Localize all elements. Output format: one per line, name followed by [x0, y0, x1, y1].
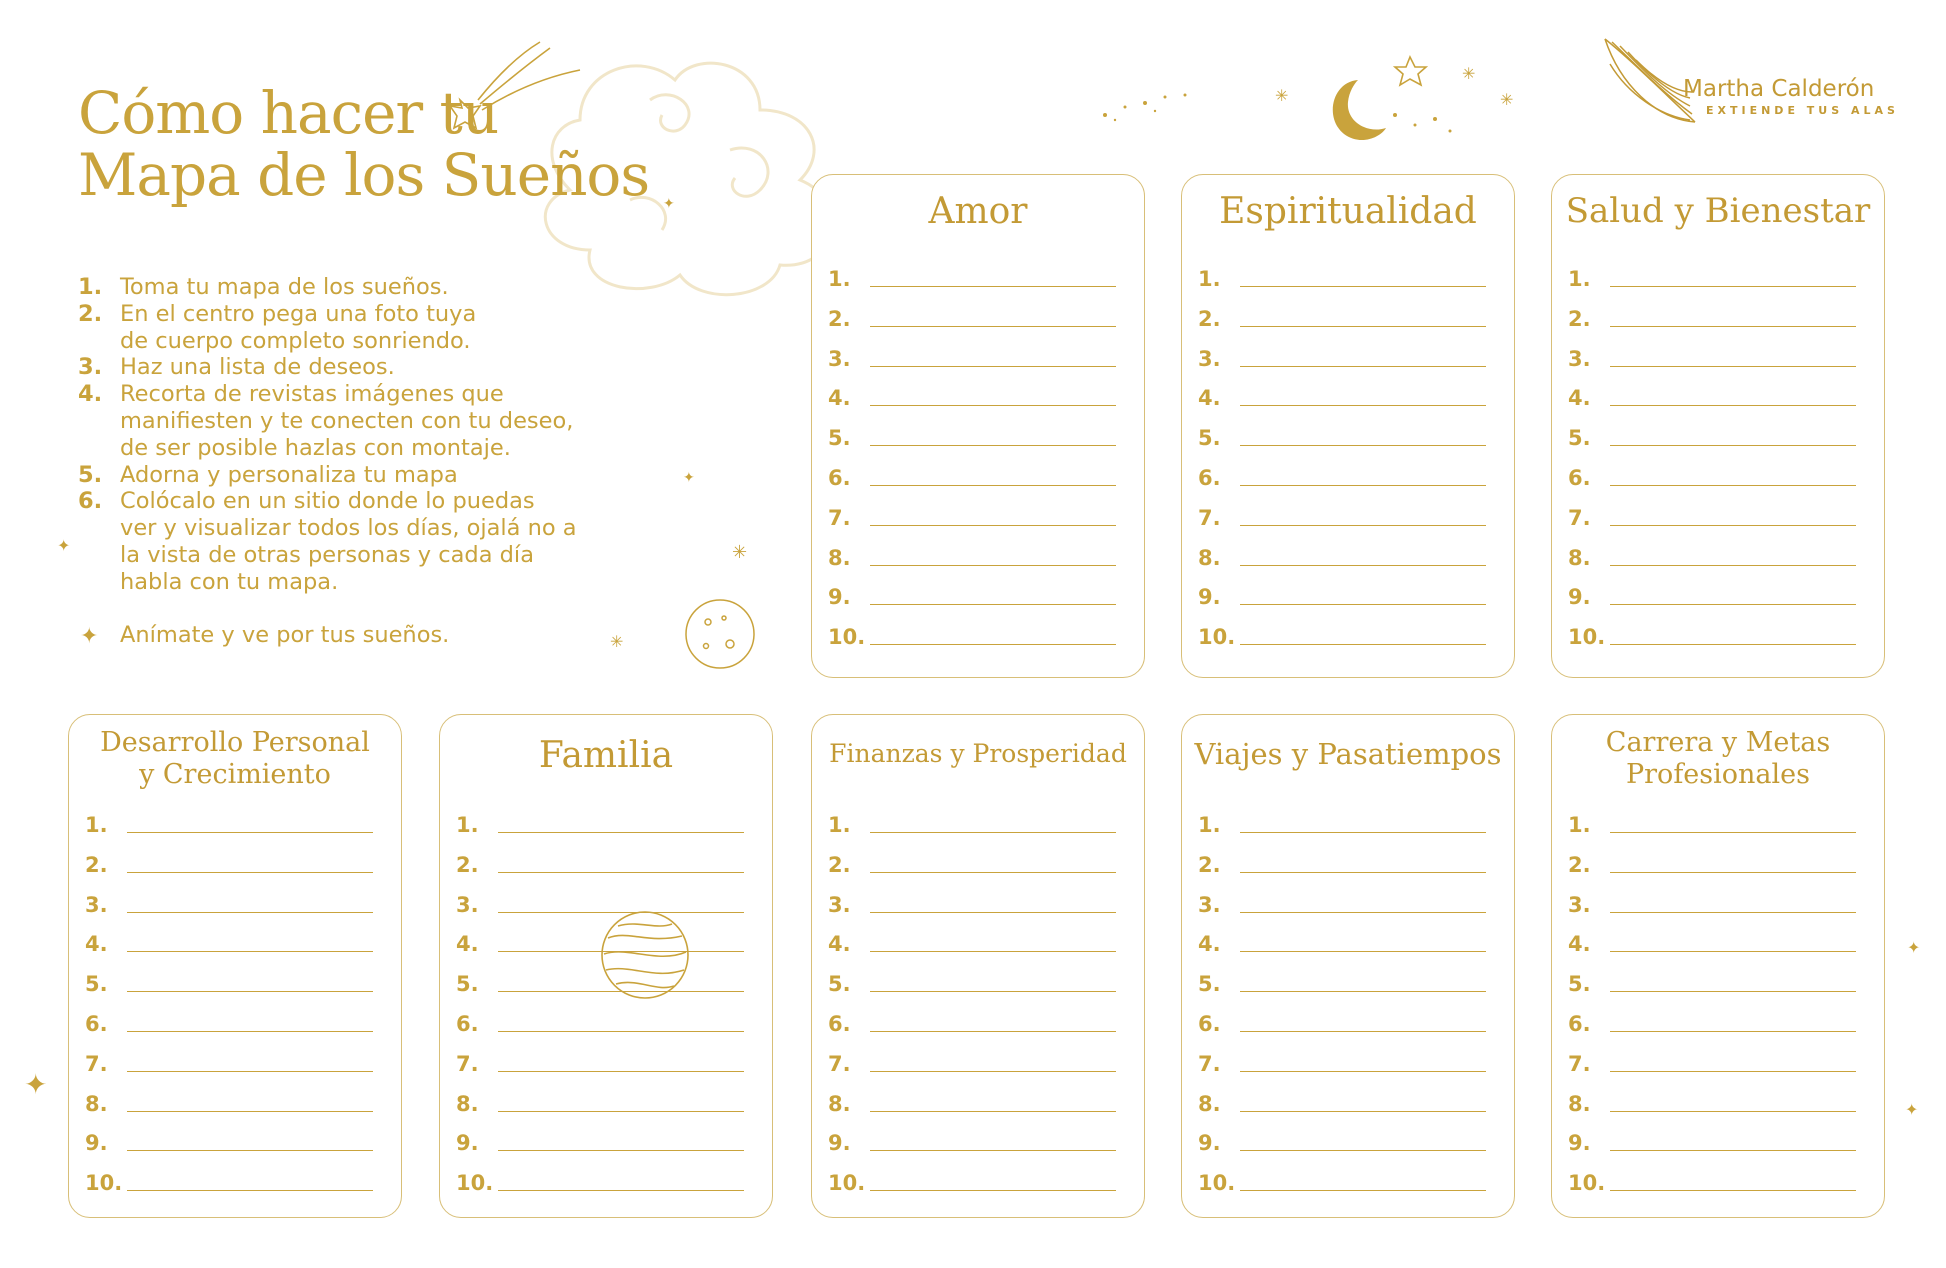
entry-line[interactable]: [1568, 341, 1856, 371]
write-line[interactable]: [1240, 991, 1486, 992]
line-number: 7.: [1568, 1051, 1591, 1076]
entry-line[interactable]: [828, 1165, 1116, 1195]
category-card-salud: [1551, 174, 1885, 678]
closing-text: Anímate y ve por tus sueños.: [120, 622, 450, 648]
entry-line[interactable]: [1198, 966, 1486, 996]
entry-line[interactable]: [1568, 301, 1856, 331]
entry-line[interactable]: [1198, 380, 1486, 410]
line-number: 3.: [828, 892, 851, 917]
instruction-item: 3. Haz una lista de deseos.: [78, 354, 395, 381]
write-line[interactable]: [870, 565, 1116, 566]
write-line[interactable]: [1240, 445, 1486, 446]
entry-line[interactable]: [85, 926, 373, 956]
line-number: 6.: [1198, 466, 1221, 490]
write-line[interactable]: [127, 1150, 373, 1151]
write-line[interactable]: [1610, 991, 1856, 992]
instruction-item: 1. Toma tu mapa de los sueños.: [78, 274, 449, 300]
entry-line[interactable]: [1568, 579, 1856, 609]
entry-line[interactable]: [828, 1006, 1116, 1036]
category-card-amor: [811, 174, 1145, 678]
sparkle-icon: ✦: [1905, 1100, 1919, 1119]
entry-line[interactable]: [1568, 1165, 1856, 1195]
write-line[interactable]: [1240, 525, 1486, 526]
entry-line[interactable]: [1568, 619, 1856, 649]
line-number: 8.: [85, 1091, 108, 1116]
entry-line[interactable]: [828, 500, 1116, 530]
line-number: 7.: [1198, 1051, 1221, 1076]
line-number: 4.: [1568, 386, 1591, 411]
page-title: [78, 79, 650, 209]
entry-line[interactable]: [828, 807, 1116, 837]
write-line[interactable]: [1240, 644, 1486, 645]
entry-line[interactable]: [828, 847, 1116, 877]
line-number: 3.: [1568, 892, 1591, 917]
write-line[interactable]: [870, 951, 1116, 952]
entry-line[interactable]: [1198, 261, 1486, 291]
entry-line[interactable]: [1568, 460, 1856, 490]
instruction-item: 6. Colócalo en un sitio donde lo puedas ver y visualizar todos los días, ojalá no a la vista de otras personas y cada día habla con tu mapa.: [78, 488, 577, 595]
write-line[interactable]: [1240, 951, 1486, 952]
entry-line[interactable]: [1568, 380, 1856, 410]
line-number: 8.: [1568, 1091, 1591, 1116]
entry-line[interactable]: [1198, 579, 1486, 609]
entry-line[interactable]: [1568, 807, 1856, 837]
line-number: 6.: [1568, 1012, 1591, 1036]
entry-line[interactable]: [1198, 887, 1486, 917]
write-line[interactable]: [870, 445, 1116, 446]
entry-line[interactable]: [828, 540, 1116, 570]
card-title: Familia: [538, 735, 674, 776]
entry-line[interactable]: [1198, 619, 1486, 649]
write-line[interactable]: [1240, 872, 1486, 873]
write-line[interactable]: [1240, 1150, 1486, 1151]
entry-line[interactable]: [1198, 540, 1486, 570]
entry-line[interactable]: [1198, 341, 1486, 371]
line-number: 3.: [1198, 346, 1221, 371]
entry-line[interactable]: [85, 1046, 373, 1076]
write-line[interactable]: [1610, 1111, 1856, 1112]
line-number: 10.: [1568, 1171, 1606, 1196]
entry-line[interactable]: [1198, 1165, 1486, 1195]
sparkle-icon: ✦: [57, 536, 71, 555]
entry-line[interactable]: [1198, 1125, 1486, 1155]
line-number: 8.: [1198, 1091, 1221, 1116]
line-number: 2.: [828, 306, 851, 331]
line-number: 5.: [1568, 426, 1591, 451]
line-number: 4.: [1198, 386, 1221, 411]
write-line[interactable]: [127, 1111, 373, 1112]
entry-line[interactable]: [828, 420, 1116, 450]
write-line[interactable]: [127, 1071, 373, 1072]
line-number: 7.: [828, 1051, 851, 1076]
line-number: 8.: [828, 545, 851, 570]
write-line[interactable]: [1240, 326, 1486, 327]
line-number: 3.: [456, 892, 479, 917]
entry-line[interactable]: [1568, 1125, 1856, 1155]
write-line[interactable]: [1240, 604, 1486, 605]
line-number: 3.: [1198, 892, 1221, 917]
sparkle-icon: ✦: [663, 196, 675, 212]
write-line[interactable]: [127, 912, 373, 913]
write-line[interactable]: [1610, 286, 1856, 287]
line-number: 7.: [828, 505, 851, 530]
write-line[interactable]: [870, 1111, 1116, 1112]
line-number: 5.: [1198, 426, 1221, 451]
card-title: Viajes y Pasatiempos: [1194, 737, 1502, 771]
sparkle-icon: ✦: [683, 470, 695, 486]
write-line[interactable]: [1610, 1031, 1856, 1032]
entry-line[interactable]: [1568, 926, 1856, 956]
line-number: 7.: [456, 1051, 479, 1076]
line-number: 7.: [1198, 505, 1221, 530]
write-line[interactable]: [1240, 1071, 1486, 1072]
write-line[interactable]: [870, 286, 1116, 287]
line-number: 6.: [828, 1012, 851, 1036]
line-number: 8.: [1568, 545, 1591, 570]
write-line[interactable]: [870, 405, 1116, 406]
line-number: 8.: [456, 1091, 479, 1116]
write-line[interactable]: [127, 991, 373, 992]
write-line[interactable]: [870, 644, 1116, 645]
write-line[interactable]: [1610, 525, 1856, 526]
entry-line[interactable]: [85, 1125, 373, 1155]
entry-line[interactable]: [1198, 807, 1486, 837]
line-number: 9.: [456, 1131, 479, 1156]
line-number: 6.: [1198, 1012, 1221, 1036]
line-number: 1.: [85, 813, 108, 837]
line-number: 5.: [828, 972, 851, 997]
entry-line[interactable]: [1568, 1046, 1856, 1076]
sparkle-icon: ✦: [80, 624, 99, 649]
line-number: 9.: [1198, 1131, 1221, 1156]
write-line[interactable]: [498, 832, 744, 833]
write-line[interactable]: [1240, 1190, 1486, 1191]
write-line[interactable]: [1240, 485, 1486, 486]
sparkle-icon: ✳: [1275, 86, 1289, 105]
card-title: Desarrollo Personal y Crecimiento: [100, 727, 370, 790]
entry-line[interactable]: [1198, 420, 1486, 450]
category-card-espiritualidad: [1181, 174, 1515, 678]
entry-line[interactable]: [456, 1125, 744, 1155]
write-line[interactable]: [498, 1190, 744, 1191]
line-number: 3.: [828, 346, 851, 371]
write-line[interactable]: [1240, 405, 1486, 406]
entry-line[interactable]: [828, 1125, 1116, 1155]
instruction-item: 5. Adorna y personaliza tu mapa: [78, 461, 458, 488]
line-number: 1.: [1568, 267, 1591, 291]
write-line[interactable]: [1610, 565, 1856, 566]
write-line[interactable]: [498, 1111, 744, 1112]
write-line[interactable]: [870, 604, 1116, 605]
line-number: 9.: [1568, 585, 1591, 610]
line-number: 4.: [828, 386, 851, 411]
card-title: Finanzas y Prosperidad: [829, 739, 1127, 768]
write-line[interactable]: [1610, 1190, 1856, 1191]
entry-line[interactable]: [828, 460, 1116, 490]
line-number: 10.: [85, 1171, 123, 1196]
entry-line[interactable]: [1198, 460, 1486, 490]
card-title: Carrera y Metas Profesionales: [1605, 727, 1831, 790]
line-number: 10.: [1198, 1171, 1236, 1196]
write-line[interactable]: [870, 366, 1116, 367]
write-line[interactable]: [1610, 872, 1856, 873]
card-title: Salud y Bienestar: [1565, 191, 1871, 231]
write-line[interactable]: [1610, 326, 1856, 327]
category-card-viajes: [1181, 714, 1515, 1218]
entry-line[interactable]: [828, 380, 1116, 410]
write-line[interactable]: [127, 1190, 373, 1191]
entry-line[interactable]: [456, 1046, 744, 1076]
write-line[interactable]: [1240, 1111, 1486, 1112]
brand-tagline: EXTIENDE TUS ALAS: [1706, 104, 1899, 117]
line-number: 9.: [1198, 585, 1221, 610]
write-line[interactable]: [1610, 832, 1856, 833]
brand-name: Martha Calderón: [1683, 76, 1875, 102]
entry-line[interactable]: [1568, 500, 1856, 530]
line-number: 1.: [1568, 813, 1591, 837]
line-number: 9.: [1568, 1131, 1591, 1156]
write-line[interactable]: [870, 326, 1116, 327]
line-number: 2.: [1568, 306, 1591, 331]
write-line[interactable]: [870, 1150, 1116, 1151]
entry-line[interactable]: [828, 887, 1116, 917]
instructions-list: [78, 274, 638, 596]
write-line[interactable]: [1610, 405, 1856, 406]
entry-line[interactable]: [456, 1165, 744, 1195]
planet-icon: [598, 908, 692, 1002]
write-line[interactable]: [1610, 1071, 1856, 1072]
entry-line[interactable]: [85, 807, 373, 837]
line-number: 4.: [1568, 932, 1591, 957]
line-number: 4.: [828, 932, 851, 957]
line-number: 6.: [828, 466, 851, 490]
line-number: 8.: [828, 1091, 851, 1116]
entry-line[interactable]: [1568, 847, 1856, 877]
entry-line[interactable]: [85, 847, 373, 877]
write-line[interactable]: [1240, 832, 1486, 833]
line-number: 8.: [1198, 545, 1221, 570]
line-number: 2.: [1198, 306, 1221, 331]
sparkle-icon: ✳: [1462, 64, 1476, 83]
entry-line[interactable]: [85, 1086, 373, 1116]
line-number: 10.: [456, 1171, 494, 1196]
write-line[interactable]: [1610, 366, 1856, 367]
line-number: 2.: [1198, 852, 1221, 877]
write-line[interactable]: [870, 485, 1116, 486]
entry-line[interactable]: [828, 966, 1116, 996]
category-card-carrera: [1551, 714, 1885, 1218]
entry-line[interactable]: [1198, 301, 1486, 331]
write-line[interactable]: [1240, 366, 1486, 367]
entry-line[interactable]: [1198, 926, 1486, 956]
entry-line[interactable]: [1568, 887, 1856, 917]
entry-line[interactable]: [828, 1086, 1116, 1116]
line-number: 5.: [1568, 972, 1591, 997]
entry-line[interactable]: [85, 1006, 373, 1036]
title-line-1: Cómo hacer tu: [78, 79, 499, 147]
instruction-item: 4. Recorta de revistas imágenes que manifiesten y te conecten con tu deseo, de ser posible hazlas con montaje.: [78, 381, 574, 461]
entry-line[interactable]: [456, 807, 744, 837]
write-line[interactable]: [1240, 565, 1486, 566]
line-number: 1.: [828, 813, 851, 837]
write-line[interactable]: [1240, 1031, 1486, 1032]
line-number: 3.: [1568, 346, 1591, 371]
write-line[interactable]: [1240, 912, 1486, 913]
sparkle-icon: ✳: [610, 632, 624, 651]
entry-line[interactable]: [1568, 261, 1856, 291]
entry-line[interactable]: [1198, 1006, 1486, 1036]
moon-planet-icon: [680, 594, 760, 674]
write-line[interactable]: [870, 872, 1116, 873]
line-number: 3.: [85, 892, 108, 917]
line-number: 5.: [828, 426, 851, 451]
line-number: 2.: [456, 852, 479, 877]
entry-line[interactable]: [456, 847, 744, 877]
entry-line[interactable]: [1568, 1006, 1856, 1036]
sparkle-trail-icon: [1095, 45, 1525, 135]
line-number: 10.: [1198, 625, 1236, 650]
title-line-2: Mapa de los Sueños: [78, 141, 650, 209]
line-number: 1.: [828, 267, 851, 291]
entry-line[interactable]: [828, 341, 1116, 371]
line-number: 9.: [828, 1131, 851, 1156]
category-card-finanzas: [811, 714, 1145, 1218]
entry-line[interactable]: [1568, 540, 1856, 570]
write-line[interactable]: [1240, 286, 1486, 287]
line-number: 9.: [828, 585, 851, 610]
write-line[interactable]: [498, 1031, 744, 1032]
write-line[interactable]: [870, 1190, 1116, 1191]
entry-line[interactable]: [828, 1046, 1116, 1076]
entry-line[interactable]: [85, 966, 373, 996]
entry-line[interactable]: [828, 926, 1116, 956]
entry-line[interactable]: [456, 1006, 744, 1036]
line-number: 4.: [85, 932, 108, 957]
write-line[interactable]: [870, 525, 1116, 526]
entry-line[interactable]: [1198, 847, 1486, 877]
line-number: 1.: [1198, 267, 1221, 291]
line-number: 9.: [85, 1131, 108, 1156]
instruction-item: 2. En el centro pega una foto tuya de cuerpo completo sonriendo.: [78, 300, 477, 354]
line-number: 6.: [456, 1012, 479, 1036]
write-line[interactable]: [127, 951, 373, 952]
write-line[interactable]: [870, 991, 1116, 992]
write-line[interactable]: [127, 872, 373, 873]
line-number: 6.: [85, 1012, 108, 1036]
entry-line[interactable]: [828, 301, 1116, 331]
entry-line[interactable]: [1568, 1086, 1856, 1116]
line-number: 1.: [1198, 813, 1221, 837]
card-title: Amor: [928, 191, 1028, 232]
sparkle-icon: ✦: [24, 1068, 48, 1101]
line-number: 2.: [828, 852, 851, 877]
entry-line[interactable]: [1198, 1086, 1486, 1116]
category-card-desarrollo: [68, 714, 402, 1218]
line-number: 10.: [828, 625, 866, 650]
entry-line[interactable]: [1198, 500, 1486, 530]
write-line[interactable]: [1610, 485, 1856, 486]
line-number: 4.: [1198, 932, 1221, 957]
sparkle-icon: ✳: [1500, 90, 1514, 109]
line-number: 1.: [456, 813, 479, 837]
write-line[interactable]: [127, 832, 373, 833]
entry-line[interactable]: [1568, 966, 1856, 996]
write-line[interactable]: [1610, 445, 1856, 446]
write-line[interactable]: [870, 912, 1116, 913]
write-line[interactable]: [127, 1031, 373, 1032]
write-line[interactable]: [870, 832, 1116, 833]
sparkle-icon: ✦: [1907, 938, 1921, 957]
entry-line[interactable]: [85, 887, 373, 917]
write-line[interactable]: [1610, 951, 1856, 952]
write-line[interactable]: [1610, 1150, 1856, 1151]
line-number: 5.: [85, 972, 108, 997]
write-line[interactable]: [1610, 912, 1856, 913]
line-number: 2.: [1568, 852, 1591, 877]
line-number: 6.: [1568, 466, 1591, 490]
line-number: 5.: [1198, 972, 1221, 997]
sparkle-icon: ✳: [732, 542, 748, 563]
line-number: 10.: [1568, 625, 1606, 650]
card-title: Espiritualidad: [1219, 191, 1477, 232]
write-line[interactable]: [1610, 644, 1856, 645]
entry-line[interactable]: [828, 619, 1116, 649]
entry-line[interactable]: [828, 261, 1116, 291]
write-line[interactable]: [498, 1150, 744, 1151]
line-number: 7.: [85, 1051, 108, 1076]
line-number: 5.: [456, 972, 479, 997]
line-number: 2.: [85, 852, 108, 877]
write-line[interactable]: [870, 1031, 1116, 1032]
write-line[interactable]: [498, 872, 744, 873]
entry-line[interactable]: [1568, 420, 1856, 450]
line-number: 7.: [1568, 505, 1591, 530]
entry-line[interactable]: [1198, 1046, 1486, 1076]
line-number: 4.: [456, 932, 479, 957]
entry-line[interactable]: [456, 1086, 744, 1116]
entry-line[interactable]: [85, 1165, 373, 1195]
entry-line[interactable]: [828, 579, 1116, 609]
write-line[interactable]: [498, 1071, 744, 1072]
write-line[interactable]: [1610, 604, 1856, 605]
line-number: 10.: [828, 1171, 866, 1196]
write-line[interactable]: [870, 1071, 1116, 1072]
